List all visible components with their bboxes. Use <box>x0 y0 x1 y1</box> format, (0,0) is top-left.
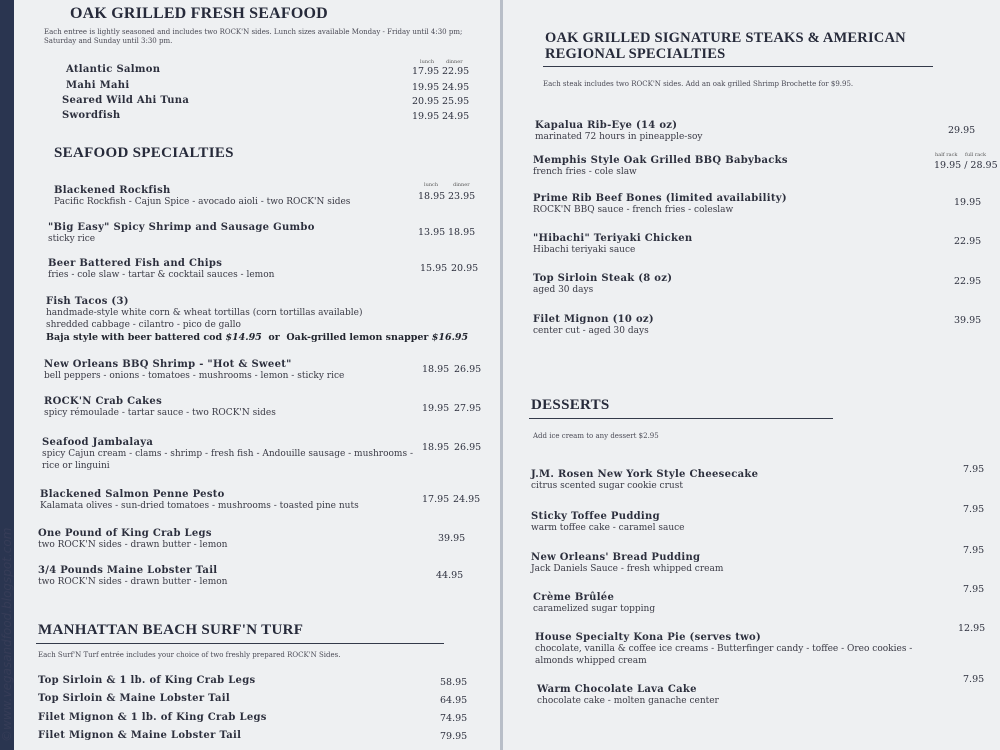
menu-item: Atlantic Salmon <box>66 64 161 75</box>
menu-item: Filet Mignon (10 oz) center cut - aged 30 days <box>533 314 654 336</box>
price-lunch: 15.95 <box>420 263 448 274</box>
menu-item: Crème Brûlée caramelized sugar topping <box>533 592 656 614</box>
price-lunch: 13.95 <box>418 227 446 238</box>
menu-item: J.M. Rosen New York Style Cheesecake citrus scented sugar cookie crust <box>531 469 759 491</box>
menu-item: Blackened Rockfish Pacific Rockfish - Cajun Spice - avocado aioli - two ROCK'N sides <box>54 185 351 207</box>
menu-item: Top Sirloin Steak (8 oz) aged 30 days <box>533 273 673 295</box>
section-note: Each Surf'N Turf entrée includes your choice of two freshly prepared ROCK'N Sides. <box>38 651 341 659</box>
price: 39.95 <box>954 315 982 326</box>
price: 44.95 <box>436 570 464 581</box>
menu-item: New Orleans BBQ Shrimp - "Hot & Sweet" bell peppers - onions - tomatoes - mushrooms - lemon - sticky rice <box>44 359 345 381</box>
price: 58.95 <box>440 677 468 688</box>
menu-item: Top Sirloin & 1 lb. of King Crab Legs <box>38 675 256 686</box>
column-header-lunch: lunch <box>424 182 439 188</box>
price: 64.95 <box>440 695 468 706</box>
price-lunch: 19.95 <box>422 403 450 414</box>
price-lunch: 19.95 <box>412 82 440 93</box>
price-dinner: 20.95 <box>451 263 479 274</box>
menu-item: Warm Chocolate Lava Cake chocolate cake - molten ganache center <box>537 684 719 706</box>
price: 7.95 <box>963 584 985 595</box>
section-title-steaks-line1: OAK GRILLED SIGNATURE STEAKS & AMERICAN <box>545 30 906 46</box>
section-divider <box>543 66 933 67</box>
price-lunch: 17.95 <box>422 494 450 505</box>
menu-item: Fish Tacos (3) handmade-style white corn & wheat tortillas (corn tortillas available) shredded cabbage - cilantro - pico de gallo Baja style with beer battered cod $14.95 or Oak-grilled lemon snapper $16.95 <box>46 296 469 343</box>
price-lunch: 18.95 <box>422 364 450 375</box>
menu-item: Filet Mignon & 1 lb. of King Crab Legs <box>38 712 267 723</box>
section-divider <box>36 643 444 644</box>
column-header-half-rack: half rack <box>935 152 958 158</box>
price: 12.95 <box>958 623 986 634</box>
price: 22.95 <box>954 276 982 287</box>
price: 7.95 <box>963 545 985 556</box>
price-dinner: 24.95 <box>442 82 470 93</box>
price-dinner: 23.95 <box>448 191 476 202</box>
right-menu-page <box>503 0 1000 750</box>
price: 29.95 <box>948 125 976 136</box>
menu-item: Blackened Salmon Penne Pesto Kalamata olives - sun-dried tomatoes - mushrooms - toasted pine nuts <box>40 489 359 511</box>
price: 7.95 <box>963 674 985 685</box>
price: 22.95 <box>954 236 982 247</box>
section-divider <box>529 418 833 419</box>
menu-item: "Hibachi" Teriyaki Chicken Hibachi teriyaki sauce <box>533 233 693 255</box>
menu-item: Sticky Toffee Pudding warm toffee cake - caramel sauce <box>531 511 685 533</box>
column-header-dinner: dinner <box>446 59 463 65</box>
price: 79.95 <box>440 731 468 742</box>
price-dinner: 25.95 <box>442 96 470 107</box>
section-title-seafood-specialties: SEAFOOD SPECIALTIES <box>54 145 234 161</box>
menu-item: One Pound of King Crab Legs two ROCK'N sides - drawn butter - lemon <box>38 528 228 550</box>
section-title-oak-grilled-seafood: OAK GRILLED FRESH SEAFOOD <box>70 5 328 22</box>
price-dinner: 27.95 <box>454 403 482 414</box>
section-note: Each steak includes two ROCK'N sides. Add an oak grilled Shrimp Brochette for $9.95. <box>543 80 854 88</box>
section-note: Add ice cream to any dessert $2.95 <box>533 432 659 440</box>
price-dinner: 24.95 <box>442 111 470 122</box>
price-dinner: 24.95 <box>453 494 481 505</box>
menu-item: Kapalua Rib-Eye (14 oz) marinated 72 hours in pineapple-soy <box>535 120 703 142</box>
menu-item: House Specialty Kona Pie (serves two) chocolate, vanilla & coffee ice creams - Butterfinger candy - toffee - Oreo cookies - almonds whipped cream <box>535 632 913 666</box>
price: 39.95 <box>438 533 466 544</box>
watermark: ©www.vegasandfood.blogspot.com <box>0 527 14 742</box>
price-dinner: 22.95 <box>442 66 470 77</box>
menu-item: New Orleans' Bread Pudding Jack Daniels Sauce - fresh whipped cream <box>531 552 724 574</box>
section-title-desserts: DESSERTS <box>531 397 610 413</box>
price: 7.95 <box>963 464 985 475</box>
menu-item: Seared Wild Ahi Tuna <box>62 95 190 106</box>
column-header-lunch: lunch <box>420 59 435 65</box>
menu-item: Top Sirloin & Maine Lobster Tail <box>38 693 230 704</box>
taco-special-line: Baja style with beer battered cod $14.95 or Oak-grilled lemon snapper $16.95 <box>46 332 469 343</box>
section-note: Each entree is lightly seasoned and includes two ROCK'N sides. Lunch sizes available Monday - Friday until 4:30 pm; Saturday and Sunday until 3:30 pm. <box>44 28 463 45</box>
price: 19.95 / 28.95 <box>934 160 998 171</box>
price: 7.95 <box>963 504 985 515</box>
price-dinner: 26.95 <box>454 442 482 453</box>
menu-item: Beer Battered Fish and Chips fries - cole slaw - tartar & cocktail sauces - lemon <box>48 258 275 280</box>
menu-item: Seafood Jambalaya spicy Cajun cream - clams - shrimp - fresh fish - Andouille sausage - mushrooms - rice or linguini <box>42 437 413 471</box>
section-title-steaks-line2: REGIONAL SPECIALTIES <box>545 46 726 62</box>
menu-item: Filet Mignon & Maine Lobster Tail <box>38 730 242 741</box>
price: 19.95 <box>954 197 982 208</box>
menu-item: "Big Easy" Spicy Shrimp and Sausage Gumbo sticky rice <box>48 222 315 244</box>
menu-item: Swordfish <box>62 110 121 121</box>
price-lunch: 17.95 <box>412 66 440 77</box>
column-header-dinner: dinner <box>453 182 470 188</box>
price: 74.95 <box>440 713 468 724</box>
price-lunch: 18.95 <box>422 442 450 453</box>
price-lunch: 18.95 <box>418 191 446 202</box>
price-dinner: 26.95 <box>454 364 482 375</box>
menu-item: Memphis Style Oak Grilled BBQ Babybacks french fries - cole slaw <box>533 155 788 177</box>
price-lunch: 19.95 <box>412 111 440 122</box>
price-lunch: 20.95 <box>412 96 440 107</box>
section-title-surf-n-turf: MANHATTAN BEACH SURF'N TURF <box>38 622 304 638</box>
column-header-full-rack: full rack <box>965 152 987 158</box>
menu-item: ROCK'N Crab Cakes spicy rémoulade - tartar sauce - two ROCK'N sides <box>44 396 276 418</box>
menu-item: Prime Rib Beef Bones (limited availability) ROCK'N BBQ sauce - french fries - coleslaw <box>533 193 787 215</box>
menu-item: 3/4 Pounds Maine Lobster Tail two ROCK'N sides - drawn butter - lemon <box>38 565 228 587</box>
price-dinner: 18.95 <box>448 227 476 238</box>
menu-item: Mahi Mahi <box>66 80 130 91</box>
